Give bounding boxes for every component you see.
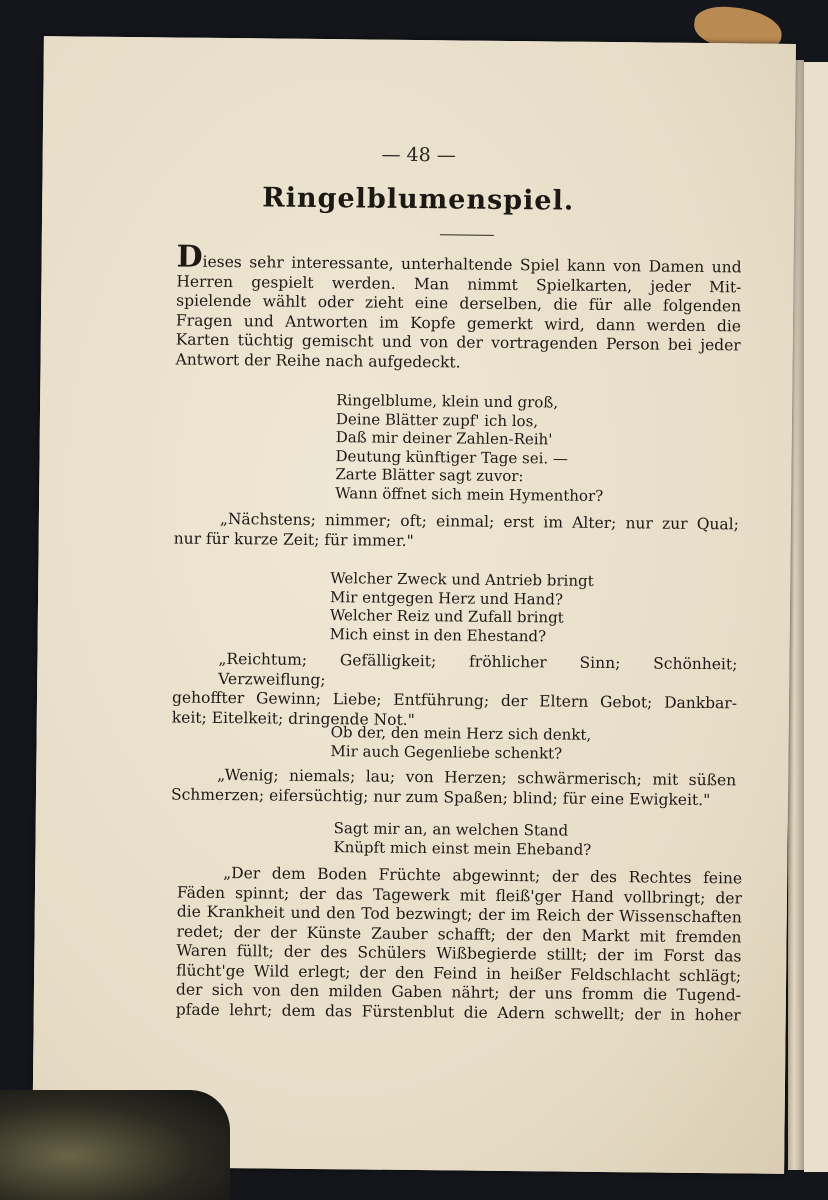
- page-title: Ringelblumenspiel.: [262, 182, 575, 217]
- answer-line: redet; der der Künste Zauber schafft; der den Markt mit fremden: [176, 922, 742, 946]
- verse-stanza-3: [330, 723, 591, 763]
- verse-line: Knüpft mich einst mein Eheband?: [333, 837, 592, 859]
- verse-stanza-4: [333, 819, 591, 859]
- answer-line: nur für kurze Zeit; für immer.": [173, 528, 414, 550]
- verse-line: Deine Blätter zupf' ich los,: [335, 409, 539, 430]
- answer-line: Waren füllt; der des Schülers Wißbegierde stillt; der im Forst das: [176, 941, 742, 966]
- verse-line: Mir entgegen Herz und Hand?: [329, 587, 564, 609]
- verse-line: Mich einst in den Ehestand?: [329, 624, 547, 645]
- verse-line: Sagt mir an, an welchen Stand: [333, 819, 569, 840]
- verse-line: Daß mir deiner Zahlen-Reih': [335, 428, 553, 449]
- answer-paragraph-2: [172, 649, 738, 733]
- answer-paragraph-1: [174, 509, 739, 554]
- answer-paragraph-3: [171, 765, 736, 810]
- intro-paragraph: [175, 239, 742, 375]
- next-page-edge: [804, 62, 828, 1172]
- verse-line: Zarte Blätter sagt zuvor:: [335, 465, 524, 486]
- drop-cap: D: [176, 239, 203, 275]
- answer-line: flücht'ge Wild erlegt; der den Feind in heißer Feldschlacht schlägt;: [176, 961, 742, 985]
- answer-line: Fäden spinnt; der das Tagewerk mit fleiß'ger Hand vollbringt; der: [176, 883, 743, 907]
- intro-line: spielende wählt oder zieht eine derselben, die für alle folgenden: [176, 291, 742, 316]
- answer-line: „Reichtum; Gefälligkeit; fröhlicher Sinn; Schönheit; Verzweiflung;: [218, 649, 738, 689]
- answer-paragraph-4: [176, 864, 743, 1026]
- book-page: [32, 36, 796, 1174]
- answer-line: keit; Eitelkeit; dringende Not.": [171, 707, 415, 729]
- intro-line: Antwort der Reihe nach aufgedeckt.: [175, 349, 461, 371]
- answer-line: die Krankheit und den Tod bezwingt; der im Reich der Wissenschaften: [176, 902, 742, 927]
- intro-line: Herren gespielt werden. Man nimmt Spielkarten, jeder Mit-: [176, 271, 742, 296]
- verse-line: Ob der, den mein Herz sich denkt,: [330, 723, 592, 744]
- metal-clip: [0, 1090, 230, 1200]
- verse-line: Wann öffnet sich mein Hymenthor?: [335, 483, 604, 505]
- answer-line: „Der dem Boden Früchte abgewinnt; der des Rechtes feine: [223, 864, 743, 888]
- intro-line: Fragen und Antworten im Kopfe gemerkt wird, dann werden die: [175, 310, 742, 335]
- intro-line: Karten tüchtig gemischt und von der vortragenden Person bei jeder: [175, 330, 741, 355]
- verse-line: Deutung künftiger Tage sei. —: [335, 446, 569, 468]
- answer-line: Schmerzen; eifersüchtig; nur zum Spaßen; blind; für eine Ewigkeit.": [170, 784, 711, 809]
- verse-line: Mir auch Gegenliebe schenkt?: [330, 741, 563, 763]
- verse-line: Ringelblume, klein und groß,: [336, 391, 559, 412]
- title-divider: [440, 234, 494, 236]
- answer-line: „Wenig; niemals; lau; von Herzen; schwärmerisch; mit süßen: [217, 765, 737, 790]
- verse-stanza-2: [330, 569, 594, 646]
- verse-line: Welcher Reiz und Zufall bringt: [329, 606, 564, 627]
- intro-line: Dieses sehr interessante, unterhaltende Spiel kann von Damen und: [176, 239, 742, 277]
- answer-line: „Nächstens; nimmer; oft; einmal; erst im Alter; nur zur Qual;: [219, 509, 739, 534]
- answer-line: der sich von den milden Gaben nährt; der uns fromm die Tugend-: [175, 980, 742, 1005]
- verse-line: Welcher Zweck und Antrieb bringt: [330, 569, 594, 590]
- answer-line: pfade lehrt; dem das Fürstenblut die Adern schwellt; der in hoher: [175, 1000, 741, 1024]
- answer-line: gehoffter Gewinn; Liebe; Entführung; der Eltern Gebot; Dankbar-: [171, 688, 738, 713]
- verse-stanza-1: [335, 391, 604, 505]
- page-number: — 48 —: [381, 143, 456, 167]
